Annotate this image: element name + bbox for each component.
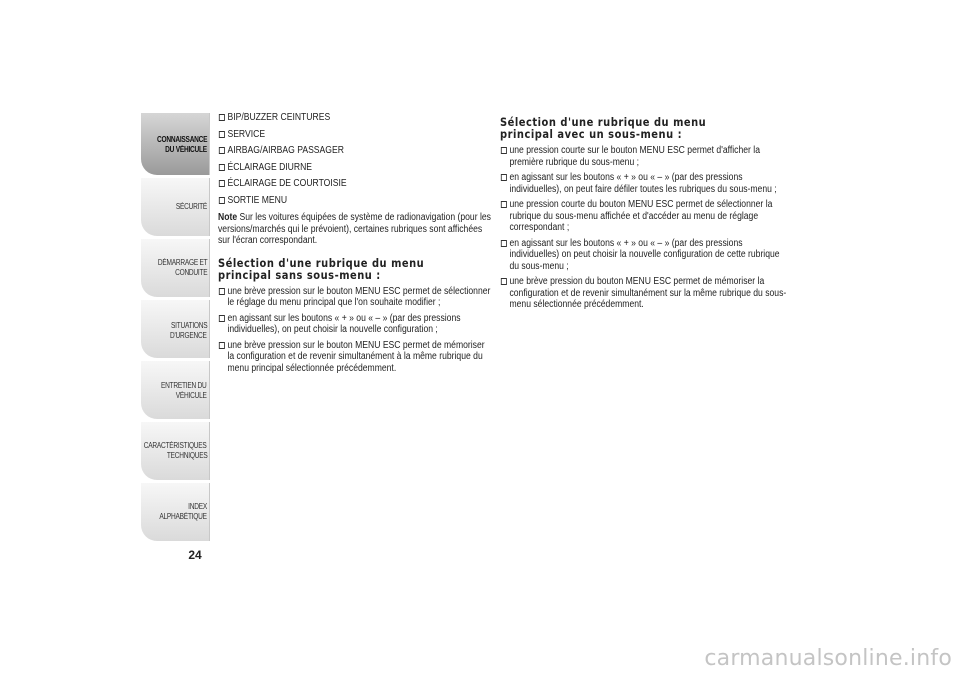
checkbox-bullet-icon [501,278,507,285]
list-item-text: en agissant sur les boutons « + » ou « – » (par des pressions individuelles) on peut choisir la nouvelle configuration de cette rubrique du sous-menu ; [509,237,780,272]
tab-demarrage-et-conduite[interactable] [141,239,210,297]
checkbox-bullet-icon [501,147,507,154]
right-column [500,112,790,315]
list-item [500,172,789,195]
list-item [500,199,789,234]
note-paragraph [218,212,492,247]
tab-label-line: DU VÉHICULE [165,144,207,154]
list-item [500,276,789,311]
checkbox-bullet-icon [501,201,507,208]
steps-list-sans-sous-menu [218,286,492,375]
tab-situations-durgence[interactable] [141,300,210,358]
checkbox-bullet-icon [501,174,507,181]
list-item-text: une brève pression sur le bouton MENU ESC permet de mémoriser la configuration et de revenir simultanément à la même rubrique du menu principal sélectionnée précédemment. [227,339,485,374]
list-item [218,340,492,375]
note-label: Note [218,212,238,223]
list-item [218,313,492,336]
tab-label-line: SÉCURITÉ [175,202,207,211]
section-heading-sans-sous-menu [218,257,492,281]
list-item [500,238,789,273]
tab-label-line: ENTRETIEN DU [161,381,207,390]
section-heading-avec-sous-menu [500,116,789,140]
list-item [218,162,492,174]
checkbox-bullet-icon [219,315,225,322]
checkbox-bullet-icon [219,342,225,349]
list-item [218,286,492,309]
tab-entretien-du-vehicule[interactable] [141,361,210,419]
list-item-text: ÉCLAIRAGE DE COURTOISIE [227,178,347,189]
checkbox-bullet-icon [219,180,225,187]
heading-line: principal sans sous-menu : [218,267,381,282]
list-item-text: SORTIE MENU [227,194,288,206]
tab-label-line: D'URGENCE [170,330,207,340]
checkbox-bullet-icon [219,147,225,154]
list-item-text: une pression courte du bouton MENU ESC permet de sélectionner la rubrique du sous-menu affichée et d'accéder au menu de réglage correspondant ; [509,199,773,233]
steps-list-avec-sous-menu [500,145,789,311]
watermark: carmanualsonline.info [704,646,952,671]
heading-line: principal avec un sous-menu : [500,127,683,141]
list-item-text: AIRBAG/AIRBAG PASSAGER [227,145,344,156]
tab-label-line: VÉHICULE [176,390,207,400]
list-item-text: une brève pression sur le bouton MENU ESC permet de sélectionner le réglage du menu principal que l'on souhaite modifier ; [227,285,491,308]
tab-label-line: SITUATIONS [170,321,207,330]
checkbox-bullet-icon [219,197,225,204]
checkbox-bullet-icon [219,131,225,138]
tab-label-line: DÉMARRAGE ET [157,258,207,267]
list-item [218,129,492,141]
tab-label-line: TECHNIQUES [166,450,207,460]
tab-caracteristiques-techniques[interactable] [141,422,210,480]
list-item-text: en agissant sur les boutons « + » ou « – » (par des pressions individuelles), on peut faire défiler toutes les rubriques du sous-menu ; [509,172,777,195]
checkbox-bullet-icon [501,240,507,247]
list-item [218,195,492,207]
note-text: Sur les voitures équipées de système de radionavigation (pour les versions/marchés qui le prévoient), certaines rubriques sont affichées sur l'écran correspondant. [218,212,491,246]
tab-label-line: INDEX [188,502,207,511]
tab-label-line: CARACTÉRISTIQUES [144,441,207,450]
tab-label-line: ALPHABÉTIQUE [159,511,207,521]
list-item [218,178,492,190]
list-item-text: SERVICE [227,128,266,140]
list-item-text: ÉCLAIRAGE DIURNE [227,161,313,173]
heading-line: Sélection d'une rubrique du menu [218,255,425,270]
checkbox-bullet-icon [219,164,225,171]
list-item-text: BIP/BUZZER CEINTURES [227,112,331,123]
list-item-text: une brève pression du bouton MENU ESC permet de mémoriser la configuration et de revenir simultanément sur la même rubrique du sous-menu sélectionnée précédemment. [509,276,787,310]
tab-securite[interactable] [141,178,210,236]
list-item [218,112,492,124]
tab-index-alphabetique[interactable] [141,483,210,541]
checkbox-bullet-icon [219,114,225,121]
menu-items-list [218,112,492,206]
page-number: 24 [188,548,202,562]
heading-line: Sélection d'une rubrique du menu [500,115,707,129]
checkbox-bullet-icon [219,288,225,295]
list-item [218,145,492,157]
chapter-sidebar [141,113,210,546]
left-column [218,112,493,378]
list-item-text: en agissant sur les boutons « + » ou « – » (par des pressions individuelles), on peut choisir la nouvelle configuration ; [227,312,461,335]
tab-connaissance-du-vehicule[interactable] [141,113,210,175]
tab-label-line: CONNAISSANCE [156,135,207,144]
list-item [500,145,789,168]
tab-label-line: CONDUITE [174,267,207,277]
list-item-text: une pression courte sur le bouton MENU ESC permet d'afficher la première rubrique du sous-menu ; [509,145,761,168]
